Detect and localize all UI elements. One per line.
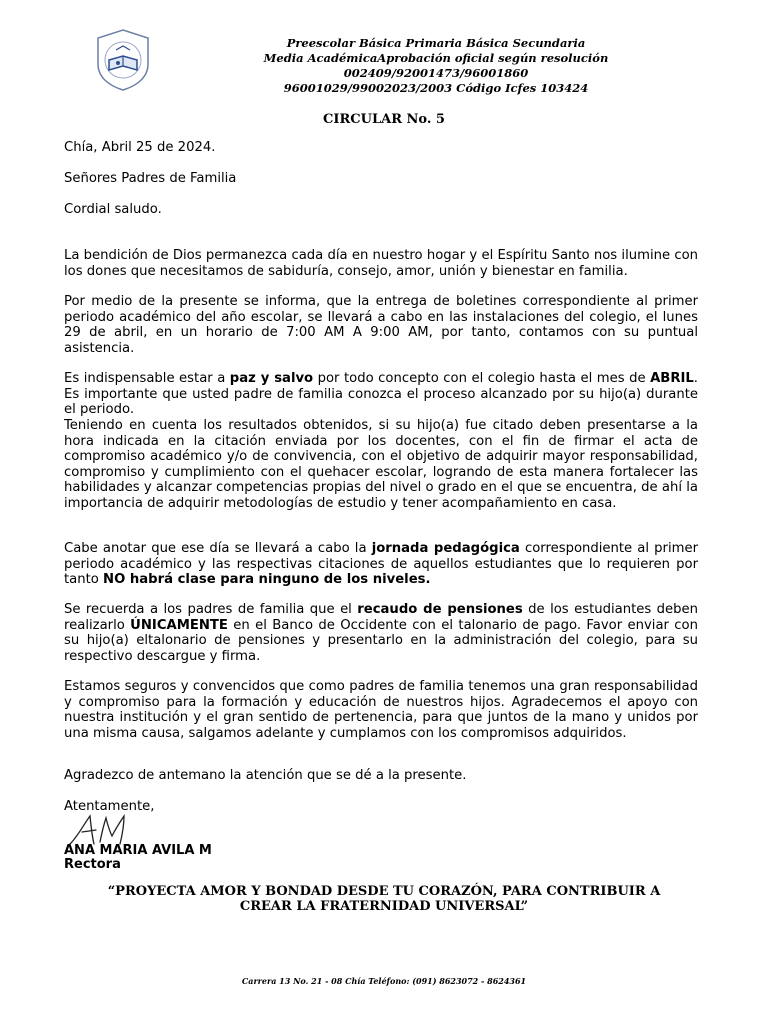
letter-date: Chía, Abril 25 de 2024. [64,140,216,155]
footer-address: Carrera 13 No. 21 - 08 Chía Teléfono: (091) 8623072 - 8624361 [241,976,527,986]
recaudo-pensiones-bold: recaudo de pensiones [357,602,523,617]
header-line-4: 96001029/99002023/2003 Código Icfes 103424 [283,81,589,95]
header-line-2: Media AcadémicaAprobación oficial según resolución [263,51,609,65]
signatory-name: ANA MARIA AVILA M [64,843,212,858]
paragraph-paz-y-salvo [64,371,698,418]
institutional-motto [70,884,698,914]
paragraph-citations: Teniendo en cuenta los resultados obtenidos, si su hijo(a) fue citado deben presentarse a la hora indicada en la citación enviada por los docentes, con el fin de firmar el acta de compromiso académico y/o de convivencia, con el objetivo de adquirir mayor responsabilidad, compromiso y cumplimiento con el quehacer escolar, logrando de esta manera fortalecer las habilidades y alcanzar competencias propias del nivel o grado en el que se encuentra, de ahí la importancia de adquirir metodologías de estudio y tener acompañamiento en casa. [64,418,698,511]
pensions-text-e: en el Banco de Occidente con el talonario de pago. Favor enviar con su hijo(a) eltalonario de pensiones y presentarlo en la administración del colegio, para su respectivo descargue y firma. [64,617,698,664]
jornada-pedagogica-bold: jornada pedagógica [371,541,520,556]
header-line-3: 002409/92001473/96001860 [343,66,529,80]
pensions-text-a: Se recuerda a los padres de familia que el [64,602,358,617]
pedagogical-text-a: Cabe anotar que ese día se llevará a cabo la [64,541,372,556]
paragraph-pensions [64,602,698,664]
letter-closing: Atentamente, [64,799,155,814]
paz-y-salvo-text-e: . Es importante que usted padre de familia conozca el proceso alcanzado por su hijo(a) durante el periodo. [64,371,698,418]
paragraph-pedagogical-day [64,541,698,588]
paragraph-report-delivery: Por medio de la presente se informa, que la entrega de boletines correspondiente al primer periodo académico del año escolar, se llevará a cabo en las instalaciones del colegio, el lunes 29 de abril, en un horario de 7:00 AM A 9:00 AM, por tanto, contamos con su puntual asistencia. [64,294,698,356]
no-class-bold: NO habrá clase para ninguno de los niveles. [103,572,431,588]
paz-y-salvo-text-a: Es indispensable estar a [64,371,230,386]
signatory-block [64,844,212,872]
school-header [250,36,622,96]
motto-line-2: CREAR LA FRATERNIDAD UNIVERSAL” [239,899,529,914]
paz-y-salvo-text-c: por todo concepto con el colegio hasta el mes de [313,371,651,386]
pedagogical-text-c: correspondiente al primer periodo académico y las respectivas citaciones de aquellos estudiantes que lo requieren por tanto [64,541,699,588]
paragraph-thanks: Agradezco de antemano la atención que se dé a la presente. [64,768,467,783]
paragraph-blessing: La bendición de Dios permanezca cada día en nuestro hogar y el Espíritu Santo nos ilumine con los dones que necesitamos de sabiduría, consejo, amor, unión y bienestar en familia. [64,248,698,279]
motto-line-1: “PROYECTA AMOR Y BONDAD DESDE TU CORAZÓN, PARA CONTRIBUIR A [107,884,661,899]
month-abril-bold: ABRIL [650,371,694,386]
paz-y-salvo-bold: paz y salvo [229,371,314,386]
circular-title: CIRCULAR No. 5 [323,112,445,127]
letter-salutation: Señores Padres de Familia [64,171,237,186]
pensions-text-c: de los estudiantes deben realizarlo [64,602,698,633]
school-logo-icon [94,28,152,92]
unicamente-bold: ÚNICAMENTE [130,617,228,633]
letter-greeting: Cordial saludo. [64,202,162,217]
paragraph-commitment: Estamos seguros y convencidos que como padres de familia tenemos una gran responsabilidad y compromiso para la formación y educación de nuestros hijos. Agradecemos el apoyo con nuestra institución y el gran sentido de pertenencia, para que juntos de la mano y unidos por una misma causa, salgamos adelante y cumplamos con los compromisos adquiridos. [64,679,698,741]
signatory-role: Rectora [64,857,121,872]
header-line-1: Preescolar Básica Primaria Básica Secundaria [286,36,586,50]
